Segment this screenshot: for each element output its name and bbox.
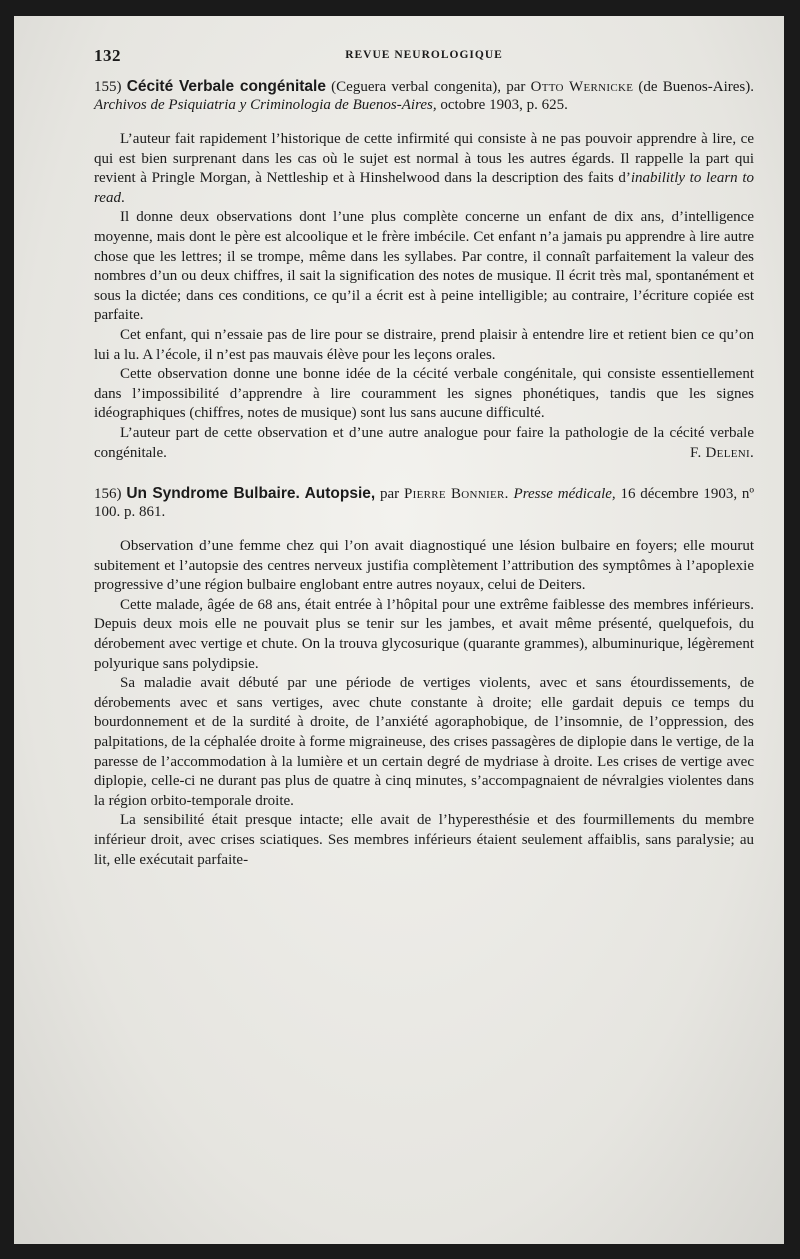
journal-page xyxy=(14,16,784,1244)
entry-155-paragraph-3: Cet enfant, qui n’essaie pas de lire pour se distraire, prend plaisir à entendre lire et retient bien ce qu’on lui a lu. A l’école, il n’est pas mauvais élève pour les leçons orales. xyxy=(94,326,754,363)
entry-155-heading xyxy=(94,78,754,114)
entry-155-paragraph-1: L’auteur fait rapidement l’historique de cette infirmité qui consiste à ne pas pouvoir apprendre à lire, ce qui est bien surprenant dans les cas où le sujet est normal à tous les autres égards. Il rappelle la part qui revient à Pringle Morgan, à Nettleship et à Hinshelwood dans la description des faits d’inabilitly to learn to read. xyxy=(94,131,754,206)
entry-155-paragraph-5: L’auteur part de cette observation et d’une autre analogue pour faire la pathologie de la cécité verbale congénitale. F. Deleni. xyxy=(94,424,754,463)
entry-156-paragraph-1: Observation d’une femme chez qui l’on avait diagnostiqué une lésion bulbaire en foyers; elle mourut subitement et l’autopsie des centres nerveux justifia complètement l’attribution des symptômes à l’apoplexie progressive d’une région bulbaire englobant entre autres noyaux, celui de Deiters. xyxy=(94,538,754,594)
running-head xyxy=(94,46,754,72)
entry-156-title: Un Syndrome Bulbaire. Autopsie, xyxy=(126,485,376,503)
entry-155-paragraph-4: Cette observation donne une bonne idée de la cécité verbale congénitale, qui consiste essentiellement dans l’impossibilité d’apprendre à lire couramment les signes phonétiques, tandis que les signes idéographiques (chiffres, notes de musique) sont lus sans aucune difficulté. xyxy=(94,366,754,422)
entry-155-number: 155) xyxy=(94,79,122,95)
entry-156-by: par xyxy=(380,486,400,503)
entry-155-date: octobre 1903, p. 625. xyxy=(440,97,568,113)
english-phrase: inabilitly to learn to read xyxy=(94,170,754,206)
entry-155-affiliation: (de Buenos-Aires). xyxy=(638,79,754,95)
entry-156-source: Presse médicale, xyxy=(513,486,616,503)
entry-155-signature: F. Deleni. xyxy=(690,444,754,461)
entry-155-source: Archivos de Psiquiatria y Criminologia de Buenos-Aires, xyxy=(94,97,437,113)
entry-156-number: 156) xyxy=(94,486,122,503)
entry-155-author: Otto Wernicke xyxy=(530,79,634,95)
entry-156-paragraph-4: La sensibilité était presque intacte; elle avait de l’hyperesthésie et des fourmillements du membre inférieur droit, avec crises sciatiques. Ses membres inférieurs étaient seulement affaiblis, sans paralysie; au lit, elle exécutait parfaite- xyxy=(94,812,754,868)
entry-155-paragraph-2: Il donne deux observations dont l’une plus complète concerne un enfant de dix ans, d’intelligence moyenne, mais dont le père est alcoolique et le frère imbécile. Cet enfant n’a jamais pu apprendre à lire autre chose que les lettres; il se trompe, même dans les syllabes. Par contre, il connaît parfaitement la valeur des nombres d’un ou deux chiffres, il sait la signification des notes de musique. Il écrit très mal, spontanément et sous la dictée; dans ces conditions, ce qu’il a écrit est à peine intelligible; au contraire, l’écriture copiée est parfaite. xyxy=(94,209,754,324)
entry-155-title: Cécité Verbale congénitale xyxy=(126,78,326,95)
section-gap xyxy=(94,463,754,485)
entry-156-heading xyxy=(94,485,754,521)
entry-156-paragraph-2: Cette malade, âgée de 68 ans, était entrée à l’hôpital pour une extrême faiblesse des membres inférieurs. Depuis deux mois elle ne pouvait plus se tenir sur les jambes, et avait même présenté, quelquefois, du dérobement avec vertige et chute. On la trouva glycosurique (quarante grammes), albuminurique, légèrement polyurique sans polydipsie. xyxy=(94,596,754,672)
page-number: 132 xyxy=(94,46,121,65)
entry-156-date: 16 décembre 1903, nº 100. p. 861. xyxy=(94,486,755,521)
journal-title: REVUE NEUROLOGIQUE xyxy=(345,49,503,61)
entry-156-paragraph-3: Sa maladie avait débuté par une période de vertiges violents, avec et sans étourdissements, de dérobements avec et sans vertiges, avec chute constante à droite; elle gardait depuis ce temps du bourdonnement et de la surdité à droite, de l’anxiété agoraphobique, de l’insomnie, de l’oppression, des palpitations, de la céphalée droite à forme migraineuse, des crises passagères de diplopie dans le vertige, de la paresse de l’accommodation à la lumière et un certain degré de mydriase à droite. Les crises de vertige avec diplopie, celle-ci ne durant pas plus de quatre à cinq minutes, s’accompagnaient de névralgies violentes dans la région orbito-temporale droite. xyxy=(94,675,754,809)
entry-156-author: Pierre Bonnier. xyxy=(403,486,509,503)
entry-155-translation: (Ceguera verbal congenita), par xyxy=(331,79,526,95)
